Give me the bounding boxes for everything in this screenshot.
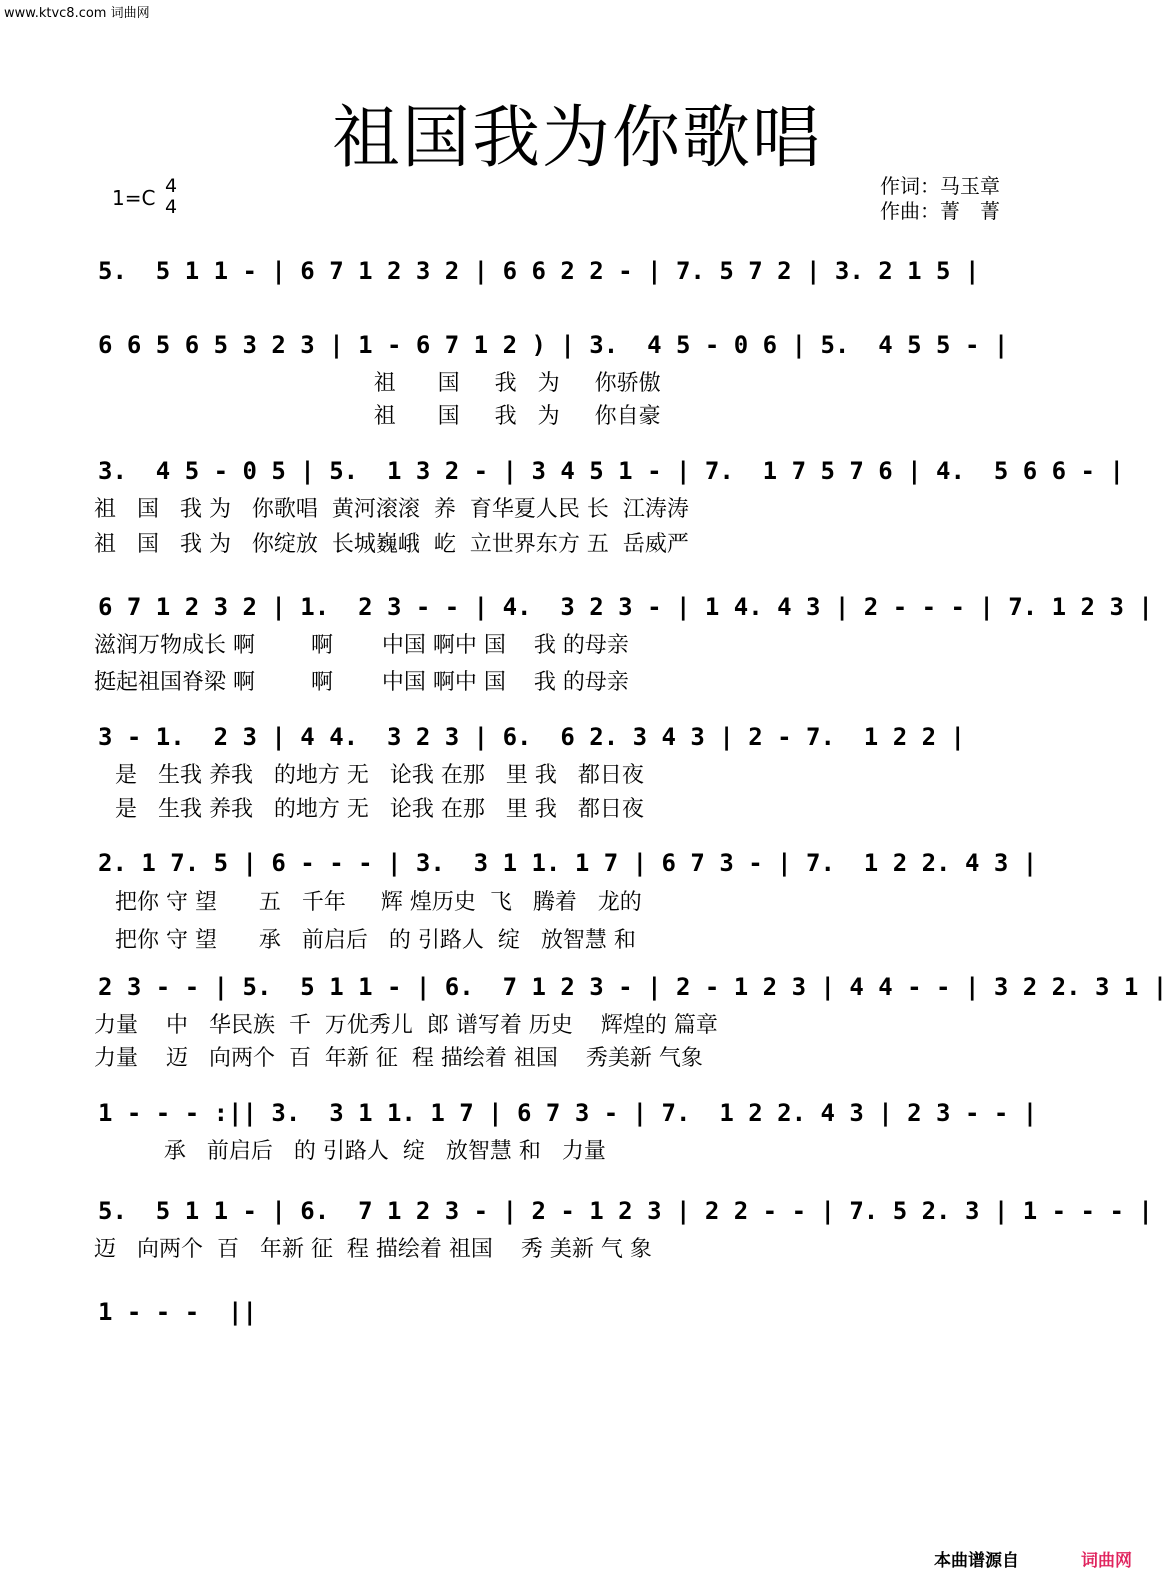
notation-line: 2 3 - - | 5. 5 1 1 - | 6. 7 1 2 3 - | 2 - 1 2 3 | 4 4 - - | 3 2 2. 3 1 | bbox=[98, 973, 1167, 1001]
lyric-line: 滋润万物成长 啊 啊 中国 啊中 国 我 的母亲 bbox=[94, 633, 629, 658]
notation-line: 6 7 1 2 3 2 | 1. 2 3 - - | 4. 3 2 3 - | 1 4. 4 3 | 2 - - - | 7. 1 2 3 | bbox=[98, 593, 1153, 621]
site-watermark: www.ktvc8.com 词曲网 bbox=[4, 6, 150, 21]
composer-credit: 作曲：菁 菁 bbox=[880, 199, 1000, 223]
lyric-line: 力量 迈 向两个 百 年新 征 程 描绘着 祖国 秀美新 气象 bbox=[94, 1046, 703, 1071]
notation-line: 3. 4 5 - 0 5 | 5. 1 3 2 - | 3 4 5 1 - | 7. 1 7 5 7 6 | 4. 5 6 6 - | bbox=[98, 457, 1124, 485]
lyric-line: 祖 国 我 为 你歌唱 黄河滚滚 养 育华夏人民 长 江涛涛 bbox=[94, 497, 689, 522]
notation-line: 3 - 1. 2 3 | 4 4. 3 2 3 | 6. 6 2. 3 4 3 | 2 - 7. 1 2 2 | bbox=[98, 723, 965, 751]
key-signature: 1=C bbox=[112, 186, 156, 210]
lyric-line: 承 前启后 的 引路人 绽 放智慧 和 力量 bbox=[94, 1139, 606, 1164]
lyricist-credit: 作词：马玉章 bbox=[880, 174, 1000, 198]
notation-line: 6 6 5 6 5 3 2 3 | 1 - 6 7 1 2 ) | 3. 4 5 - 0 6 | 5. 4 5 5 - | bbox=[98, 331, 1009, 359]
lyric-line: 是 生我 养我 的地方 无 论我 在那 里 我 都日夜 bbox=[94, 797, 644, 822]
notation-line: 5. 5 1 1 - | 6 7 1 2 3 2 | 6 6 2 2 - | 7. 5 7 2 | 3. 2 1 5 | bbox=[98, 257, 980, 285]
lyric-line: 力量 中 华民族 千 万优秀儿 郎 谱写着 历史 辉煌的 篇章 bbox=[94, 1013, 718, 1038]
lyric-line: 迈 向两个 百 年新 征 程 描绘着 祖国 秀 美新 气 象 bbox=[94, 1237, 652, 1262]
credits bbox=[880, 174, 1000, 224]
lyric-line: 是 生我 养我 的地方 无 论我 在那 里 我 都日夜 bbox=[94, 763, 644, 788]
time-denominator: 4 bbox=[164, 196, 178, 218]
lyric-line: 把你 守 望 五 千年 辉 煌历史 飞 腾着 龙的 bbox=[94, 890, 642, 915]
lyric-line: 挺起祖国脊梁 啊 啊 中国 啊中 国 我 的母亲 bbox=[94, 670, 629, 695]
song-title: 祖国我为你歌唱 bbox=[331, 99, 822, 178]
notation-line: 2. 1 7. 5 | 6 - - - | 3. 3 1 1. 1 7 | 6 7 3 - | 7. 1 2 2. 4 3 | bbox=[98, 849, 1038, 877]
time-signature bbox=[164, 176, 178, 218]
lyric-line: 祖 国 我 为 你骄傲 bbox=[94, 371, 661, 396]
site-logo: 词曲网 bbox=[1081, 1551, 1132, 1571]
notation-line: 5. 5 1 1 - | 6. 7 1 2 3 - | 2 - 1 2 3 | 2 2 - - | 7. 5 2. 3 | 1 - - - | bbox=[98, 1197, 1153, 1225]
notation-line: 1 - - - || bbox=[98, 1298, 257, 1326]
lyric-line: 祖 国 我 为 你绽放 长城巍峨 屹 立世界东方 五 岳威严 bbox=[94, 532, 689, 557]
lyric-line: 把你 守 望 承 前启后 的 引路人 绽 放智慧 和 bbox=[94, 928, 636, 953]
notation-line: 1 - - - :|| 3. 3 1 1. 1 7 | 6 7 3 - | 7. 1 2 2. 4 3 | 2 3 - - | bbox=[98, 1099, 1038, 1127]
lyric-line: 祖 国 我 为 你自豪 bbox=[94, 404, 661, 429]
footer-source: 本曲谱源自 bbox=[934, 1551, 1019, 1571]
time-numerator: 4 bbox=[164, 175, 178, 197]
